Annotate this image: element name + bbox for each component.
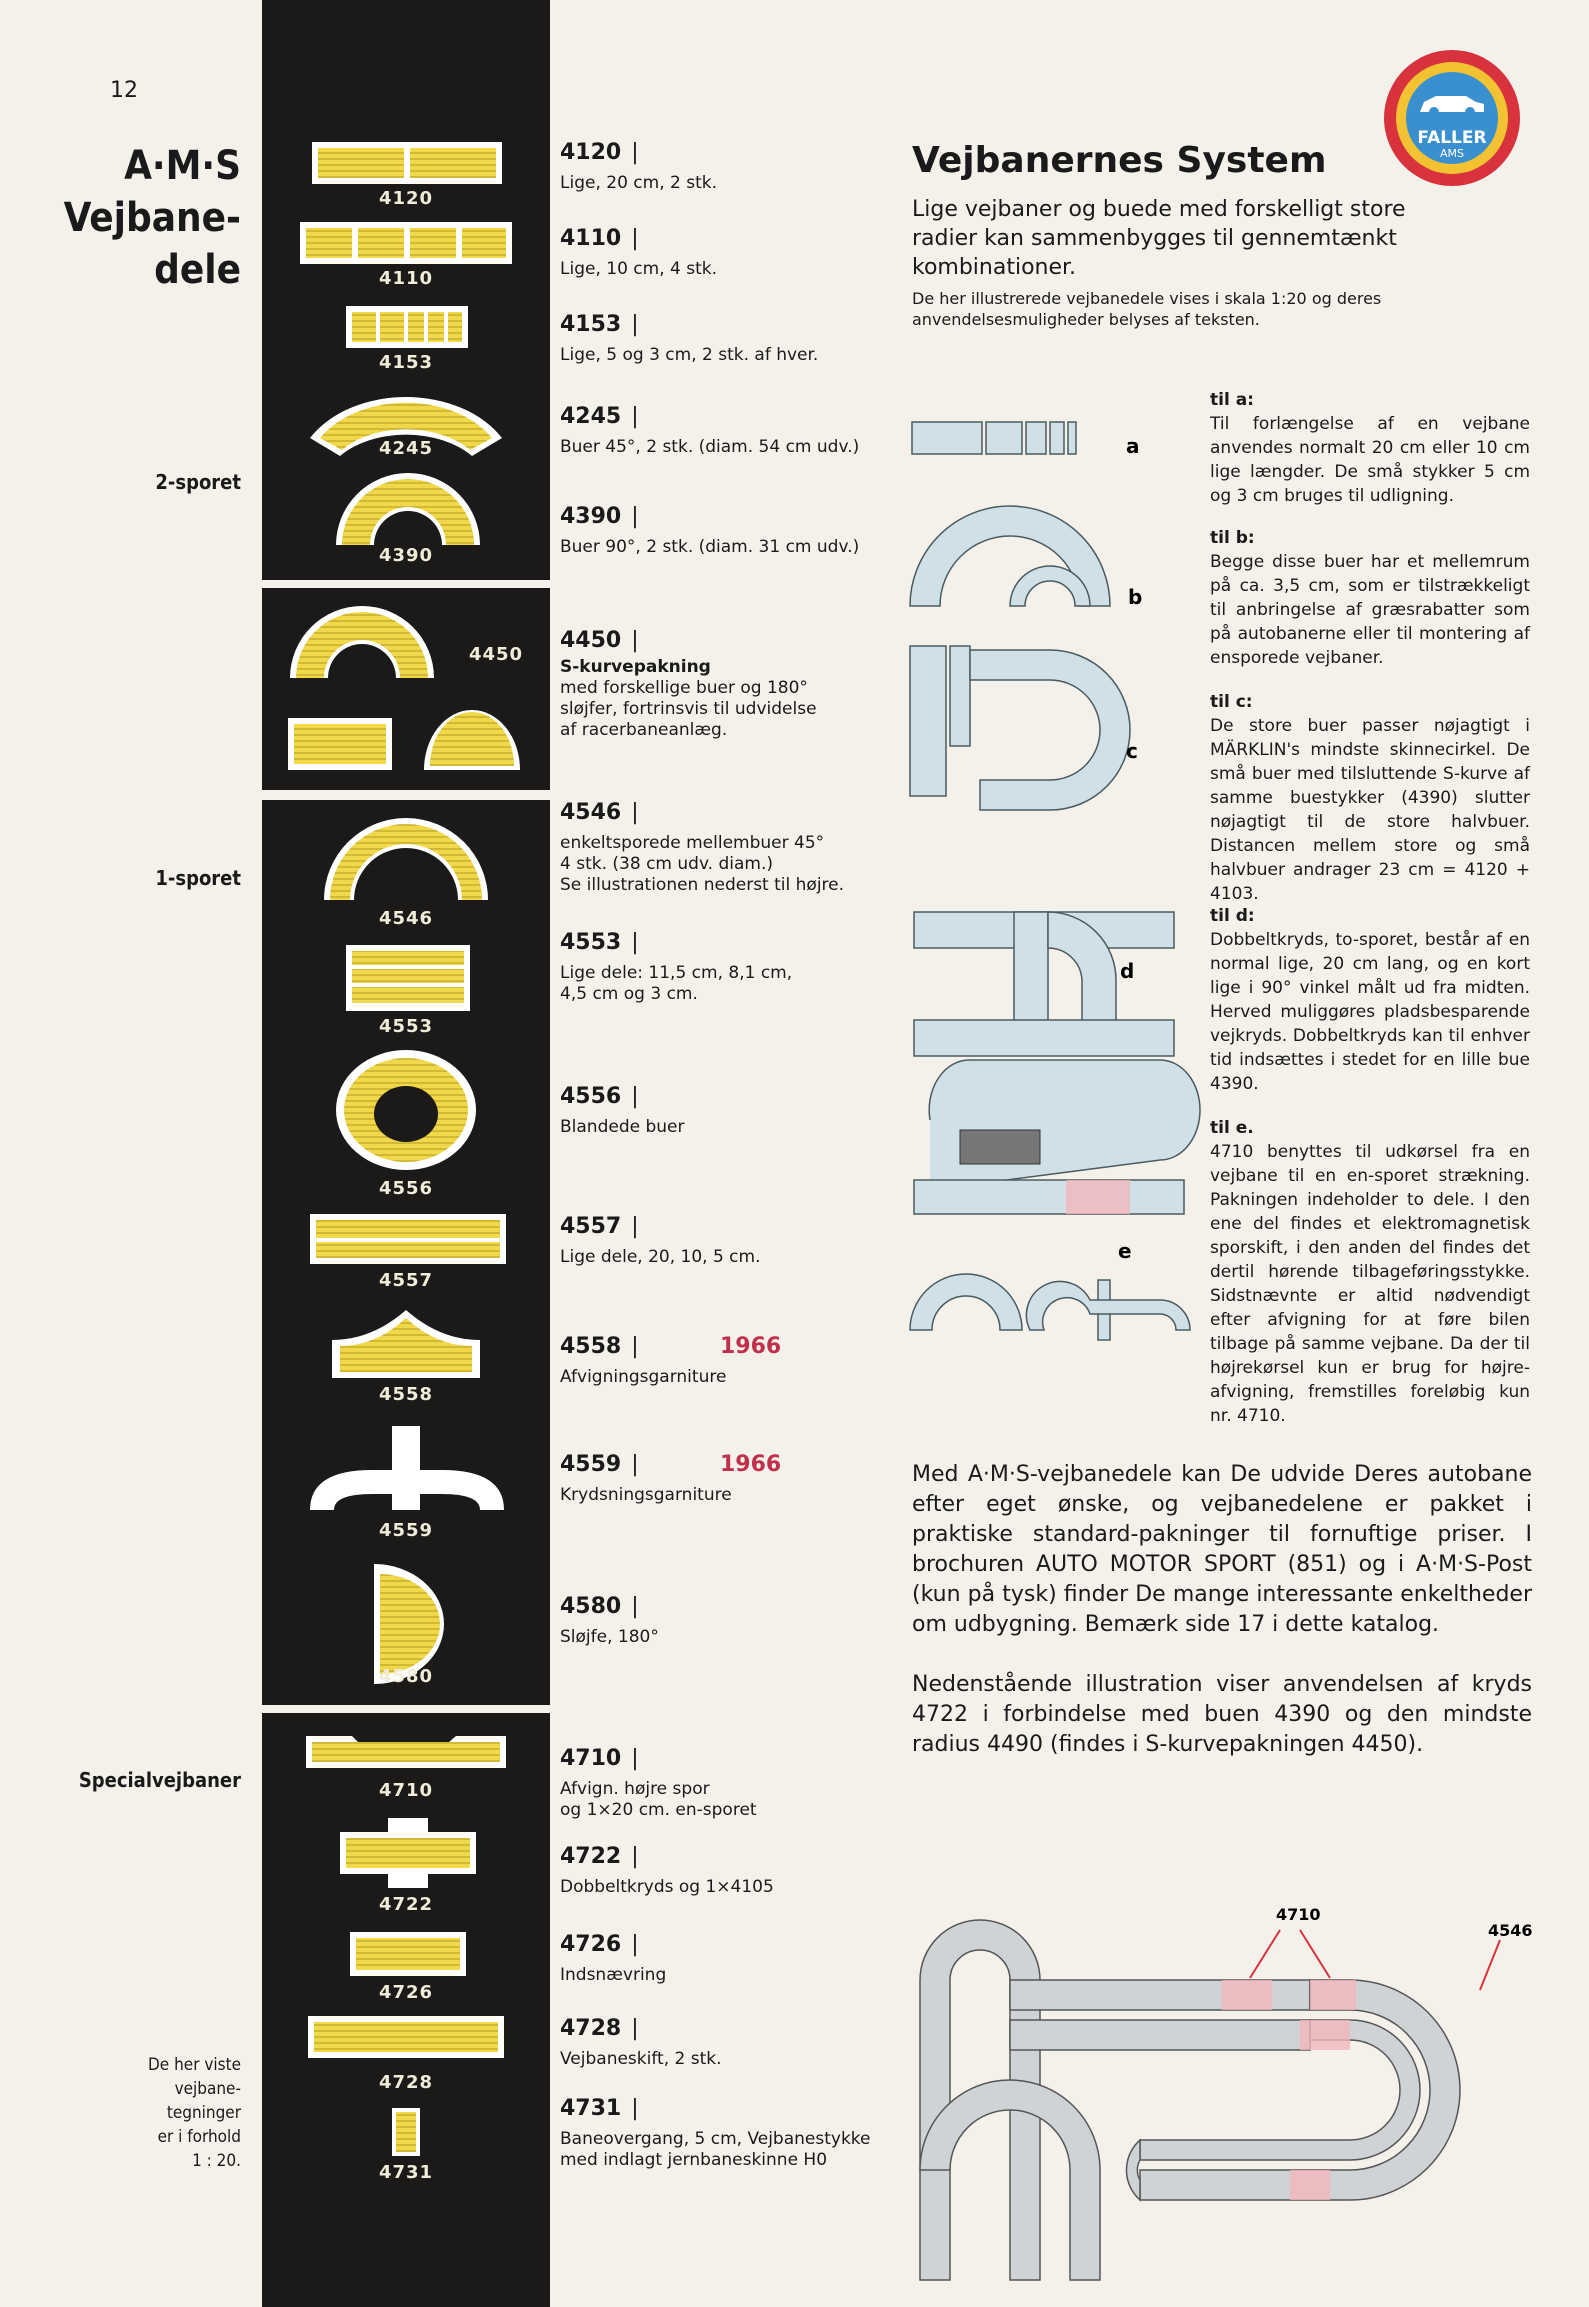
label-two-track: 2-sporet [155,470,241,494]
part-desc: 4450 | S-kurvepakning med forskellige buer og 180° sløjfer, fortrinsvis til udvidelse af racerbaneanlæg. [560,628,880,741]
part-code: 4557 [560,1214,622,1239]
part-code: 4558 [560,1334,622,1359]
intro-text: Lige vejbaner og buede med forskelligt store radier kan sammenbygges til gennemtænkt kombinationer. [912,197,1406,280]
part-text: Buer 45°, 2 stk. (diam. 54 cm udv.) [560,437,860,457]
part-number: 4728 [378,2072,434,2093]
part-number: 4450 [468,644,524,665]
body-paragraph: Nedenstående illustration viser anvendelsen af kryds 4722 i forbindelse med buen 4390 og den mindste radius 4490 (findes i S-kurvepakningen 4450). [912,1672,1532,1757]
part-4390-graphic [336,473,480,545]
part-number: 4153 [378,352,434,373]
scale-note-line: De her viste [148,2055,241,2075]
part-text: med forskellige buer og 180° sløjfer, fortrinsvis til udvidelse af racerbaneanlæg. [560,678,817,740]
part-4153-graphic [346,306,468,348]
logo-sub: AMS [1440,147,1464,160]
part-4557-graphic [310,1214,506,1264]
part-number: 4731 [378,2162,434,2183]
part-desc: 4390 | Buer 90°, 2 stk. (diam. 31 cm udv.) [560,504,880,558]
part-desc: 4558 | 1966 Afvigningsgarniture [560,1334,880,1388]
part-4546-graphic [324,818,488,900]
part-text: Afvign. højre spor og 1×20 cm. en-sporet [560,1779,757,1820]
part-text: Lige dele: 11,5 cm, 8,1 cm, 4,5 cm og 3 cm. [560,963,793,1004]
part-4722-graphic [340,1818,476,1888]
part-code: 4546 [560,800,622,825]
note-heading: til b: [1210,528,1255,548]
note-a [1210,388,1530,508]
left-title-line: dele [154,247,241,293]
part-number: 4110 [378,268,434,289]
part-text: Vejbaneskift, 2 stk. [560,2049,722,2069]
faller-logo [1384,50,1520,186]
part-4726-graphic [350,1932,466,1976]
page-number: 12 [110,78,138,103]
part-text: Buer 90°, 2 stk. (diam. 31 cm udv.) [560,537,860,557]
diagram-label: a [1126,434,1140,458]
note-d [1210,904,1530,1096]
body-paragraph: Med A·M·S-vejbanedele kan De udvide Deres autobane efter eget ønske, og vejbanedelene er pakket i praktiske standard-pakninger til fornuftige priser. I brochuren AUTO MOTOR SPORT (851) og i A·M·S-Post (kun på tysk) finder De mange interessante enkeltheder om udbygning. Bemærk side 17 i dette katalog. [912,1462,1532,1637]
part-4559-graphic [310,1426,504,1510]
layout-illustration [900,1820,1540,2300]
diagram-label: e [1118,1239,1132,1263]
note-text: Begge disse buer har et mellemrum på ca. 3,5 cm, som er tilstrækkeligt til anbringelse af græsrabatter som på autobanerne eller til montering af ensporede vejbaner. [1210,552,1530,668]
track-diagrams [900,400,1210,1460]
part-text: Afvigningsgarniture [560,1367,727,1387]
part-code: 4731 [560,2096,622,2121]
parts-graphics [262,0,550,2307]
part-number: 4553 [378,1016,434,1037]
part-text: Blandede buer [560,1117,685,1137]
part-desc: 4110 | Lige, 10 cm, 4 stk. [560,226,880,280]
note-text: Til forlængelse af en vejbane anvendes normalt 20 cm eller 10 cm lige længder. De små stykker 5 cm og 3 cm bruges til udligning. [1210,414,1530,506]
part-desc: 4728 | Vejbaneskift, 2 stk. [560,2016,880,2070]
left-title-line: A·M·S [124,143,241,189]
part-number: 4726 [378,1982,434,2003]
part-code: 4245 [560,404,622,429]
note-heading: til e. [1210,1118,1254,1138]
part-number: 4390 [378,545,434,566]
note-text: 4710 benyttes til udkørsel fra en vejbane til en en-sporet strækning. Pakningen indeholder to dele. I den ene del findes et elektromagnetisk sporskift, i den anden del findes det dertil hørende tilbageføringsstykke. Sidstnævnte er altid nødvendigt efter afvigning for at føre bilen tilbage på samme vejbane. Da der til højrekørsel kun er brug for højre-afvigning, fremstilles foreløbig kun nr. 4710. [1210,1142,1530,1426]
part-bold-title: S-kurvepakning [560,657,711,677]
part-code: 4726 [560,1932,622,1957]
diagram-label: d [1120,959,1135,983]
intro-small-text: De her illustrerede vejbanedele vises i skala 1:20 og deres anvendelsesmuligheder belyses af teksten. [912,289,1382,329]
part-desc: 4722 | Dobbeltkryds og 1×4105 [560,1844,880,1898]
part-4553-graphic [346,945,470,1011]
part-code: 4556 [560,1084,622,1109]
scale-note-line: vejbane- [174,2079,241,2099]
left-title [64,140,241,296]
part-4731-graphic [392,2108,420,2156]
diagram-label: b [1128,585,1143,609]
part-desc: 4726 | Indsnævring [560,1932,880,1986]
part-number: 4558 [378,1384,434,1405]
part-code: 4553 [560,930,622,955]
part-desc: 4153 | Lige, 5 og 3 cm, 2 stk. af hver. [560,312,880,366]
part-code: 4153 [560,312,622,337]
part-text: enkeltsporede mellembuer 45° 4 stk. (38 cm udv. diam.) Se illustrationen nederst til højre. [560,833,845,895]
part-number: 4722 [378,1894,434,1915]
note-b [1210,526,1530,670]
section-title: Vejbanernes System [912,140,1327,181]
scale-note-line: 1 : 20. [192,2151,241,2171]
part-desc: 4556 | Blandede buer [560,1084,880,1138]
part-text: Lige, 20 cm, 2 stk. [560,173,717,193]
part-desc: 4559 | 1966 Krydsningsgarniture [560,1452,880,1506]
part-text: Krydsningsgarniture [560,1485,732,1505]
part-number: 4580 [378,1666,434,1687]
part-4450-graphic [288,606,520,770]
layout-label-4546: 4546 [1488,1921,1533,1940]
part-number: 4557 [378,1270,434,1291]
part-code: 4728 [560,2016,622,2041]
part-code: 4710 [560,1746,622,1771]
part-4710-graphic [306,1736,506,1768]
diagram-label: c [1126,739,1138,763]
part-number: 4245 [378,438,434,459]
part-4728-graphic [308,2016,504,2058]
part-text: Lige, 5 og 3 cm, 2 stk. af hver. [560,345,819,365]
part-desc: 4580 | Sløjfe, 180° [560,1594,880,1648]
part-desc: 4245 | Buer 45°, 2 stk. (diam. 54 cm udv.) [560,404,880,458]
label-special: Specialvejbaner [78,1768,241,1792]
part-code: 4580 [560,1594,622,1619]
part-desc: 4546 | enkeltsporede mellembuer 45° 4 stk. (38 cm udv. diam.) Se illustrationen nederst til højre. [560,800,880,896]
part-number: 4120 [378,188,434,209]
car-icon [1416,90,1488,118]
note-heading: til c: [1210,692,1253,712]
layout-label-4710: 4710 [1276,1905,1321,1924]
part-desc: 4553 | Lige dele: 11,5 cm, 8,1 cm, 4,5 cm og 3 cm. [560,930,880,1005]
year-badge: 1966 [720,1452,782,1477]
part-code: 4120 [560,140,622,165]
part-code: 4110 [560,226,622,251]
part-code: 4559 [560,1452,622,1477]
year-badge: 1966 [720,1334,782,1359]
left-title-line: Vejbane- [63,195,241,241]
note-c [1210,690,1530,906]
part-desc: 4120 | Lige, 20 cm, 2 stk. [560,140,880,194]
part-number: 4710 [378,1780,434,1801]
part-code: 4390 [560,504,622,529]
scale-note-line: tegninger [166,2103,241,2123]
scale-note [148,2053,241,2173]
part-text: Baneovergang, 5 cm, Vejbanestykke med indlagt jernbaneskinne H0 [560,2129,871,2170]
note-heading: til a: [1210,390,1254,410]
part-number: 4546 [378,908,434,929]
part-4110-graphic [300,222,512,264]
part-text: Dobbeltkryds og 1×4105 [560,1877,774,1897]
note-text: Dobbeltkryds, to-sporet, består af en normal lige, 20 cm lang, og en kort lige i 90° vinkel målt ud fra midten. Herved muliggøres pladsbesparende vejkryds. Dobbeltkryds kan til enhver tid indsættes i stedet for en lille bue 4390. [1210,930,1530,1094]
scale-note-line: er i forhold [157,2127,241,2147]
part-code: 4722 [560,1844,622,1869]
part-desc: 4731 | Baneovergang, 5 cm, Vejbanestykke med indlagt jernbaneskinne H0 [560,2096,880,2171]
note-text: De store buer passer nøjagtigt i MÄRKLIN's mindste skinnecirkel. De små buer med tilsluttende S-kurve af samme buestykker (4390) slutter nøjagtigt til de store halvbuer. Distancen mellem store og små halvbuer andrager 23 cm = 4120 + 4103. [1210,716,1530,904]
part-code: 4450 [560,628,622,653]
part-text: Sløjfe, 180° [560,1627,659,1647]
part-number: 4559 [378,1520,434,1541]
note-e [1210,1116,1530,1428]
part-4120-graphic [312,142,502,184]
part-text: Lige dele, 20, 10, 5 cm. [560,1247,761,1267]
part-4558-graphic [332,1310,480,1378]
part-desc: 4710 | Afvign. højre spor og 1×20 cm. en-sporet [560,1746,880,1821]
part-text: Indsnævring [560,1965,667,1985]
part-number: 4556 [378,1178,434,1199]
part-desc: 4557 | Lige dele, 20, 10, 5 cm. [560,1214,880,1268]
logo-brand: FALLER [1417,128,1487,148]
part-text: Lige, 10 cm, 4 stk. [560,259,717,279]
label-one-track: 1-sporet [155,866,241,890]
part-4556-graphic [336,1050,476,1170]
note-heading: til d: [1210,906,1255,926]
